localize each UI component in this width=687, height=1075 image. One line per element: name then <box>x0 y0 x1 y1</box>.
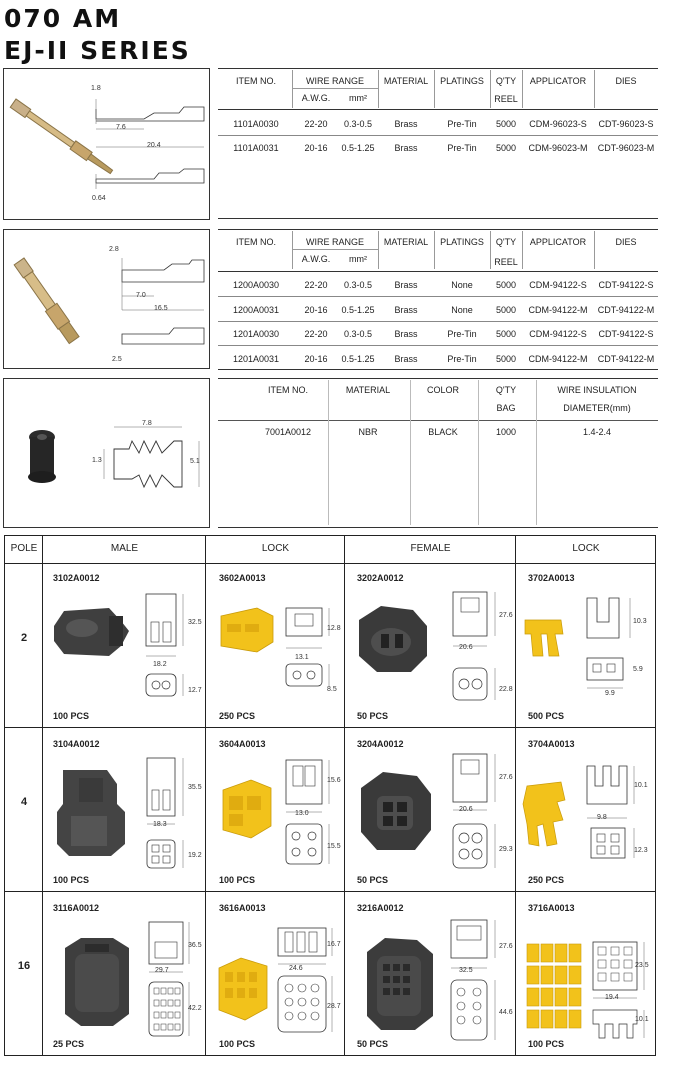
cell-applicator: CDM-96023-S <box>529 119 587 129</box>
cell-item: 1201A0031 <box>232 354 280 364</box>
cell-material: Brass <box>394 305 418 315</box>
dim-label: 12.8 <box>327 625 341 632</box>
header-qty: Q'TY <box>495 237 517 247</box>
dim-label: 22.8 <box>499 686 513 693</box>
female-terminal-dim-3: 16.5 <box>154 305 168 312</box>
cell-plating: None <box>451 280 473 290</box>
lock2-16-image <box>523 940 585 1032</box>
series-title-line1: 070 AM <box>4 4 122 33</box>
dim-label: 24.6 <box>289 965 303 972</box>
pole-count: 2 <box>20 632 28 644</box>
grid-header-pole: POLE <box>10 543 38 554</box>
dim-label: 29.7 <box>155 967 169 974</box>
cell-plating: Pre-Tin <box>447 119 477 129</box>
package-qty: 50 PCS <box>357 711 389 721</box>
grid-header-female: FEMALE <box>410 543 451 554</box>
dim-label: 44.6 <box>499 1009 513 1016</box>
package-qty: 250 PCS <box>219 711 256 721</box>
seal-header-qty: Q'TY <box>495 385 517 395</box>
package-qty: 100 PCS <box>53 711 90 721</box>
cell-item: 1101A0031 <box>233 143 279 153</box>
cell-mm2: 0.5-1.25 <box>341 305 375 315</box>
dim-label: 18.3 <box>153 821 167 828</box>
cell-plating: None <box>451 305 473 315</box>
package-qty: 250 PCS <box>528 875 565 885</box>
seal-table <box>218 378 658 528</box>
part-code: 3604A0013 <box>219 739 266 749</box>
header-reel: REEL <box>494 94 518 104</box>
cell-plating: Pre-Tin <box>447 329 477 339</box>
header-awg: A.W.G. <box>301 93 331 103</box>
dim-label: 20.6 <box>459 806 473 813</box>
male-connector-2-image <box>49 596 134 666</box>
package-qty: 100 PCS <box>528 1039 565 1049</box>
cell-item: 7001A0012 <box>264 427 312 437</box>
dim-label: 27.6 <box>499 774 513 781</box>
seal-header-diameter: DIAMETER(mm) <box>563 403 631 413</box>
dim-label: 23.5 <box>635 962 649 969</box>
lock-2-drawing <box>283 604 343 714</box>
dim-label: 10.1 <box>634 782 648 789</box>
part-code: 3704A0013 <box>528 739 575 749</box>
cell-awg: 22-20 <box>304 280 328 290</box>
dim-label: 19.4 <box>605 994 619 1001</box>
female-connector-4-drawing <box>449 750 511 876</box>
seal-dim-3: 5.1 <box>190 458 200 465</box>
cell-applicator: CDM-94122-M <box>528 354 588 364</box>
part-code: 3104A0012 <box>53 739 100 749</box>
header-platings: PLATINGS <box>440 237 484 247</box>
male-terminal-dim-2: 7.6 <box>116 124 126 131</box>
cell-item: 1101A0030 <box>233 119 279 129</box>
seal-header-insulation: WIRE INSULATION <box>557 385 637 395</box>
cell-material: Brass <box>394 119 418 129</box>
male-terminal-drawing <box>4 69 209 219</box>
cell-material: Brass <box>394 354 418 364</box>
dim-label: 15.6 <box>327 777 341 784</box>
cell-qty: 5000 <box>495 143 517 153</box>
part-code: 3102A0012 <box>53 573 100 583</box>
cell-material: NBR <box>358 427 378 437</box>
header-applicator: APPLICATOR <box>529 76 587 86</box>
package-qty: 100 PCS <box>219 875 256 885</box>
header-wire-range: WIRE RANGE <box>305 237 364 247</box>
seal-header-color: COLOR <box>426 385 459 395</box>
female-terminal-drawing-box <box>3 229 210 369</box>
cell-dies: CDT-96023-S <box>598 119 654 129</box>
dim-label: 35.5 <box>188 784 202 791</box>
cell-applicator: CDM-94122-M <box>528 305 588 315</box>
cell-dies: CDT-94122-S <box>598 329 654 339</box>
cell-item: 1201A0030 <box>232 329 280 339</box>
cell-plating: Pre-Tin <box>447 143 477 153</box>
dim-label: 10.1 <box>635 1016 649 1023</box>
cell-material: Brass <box>394 143 418 153</box>
cell-awg: 20-16 <box>304 305 328 315</box>
header-mm2: mm² <box>349 254 367 264</box>
lock-4-drawing <box>283 756 343 876</box>
header-applicator: APPLICATOR <box>529 237 587 247</box>
male-connector-16-drawing <box>143 918 201 1048</box>
cell-applicator: CDM-94122-S <box>529 329 587 339</box>
cell-dies: CDT-94122-S <box>598 280 654 290</box>
cell-mm2: 0.3-0.5 <box>343 119 373 129</box>
cell-awg: 20-16 <box>304 354 328 364</box>
cell-applicator: CDM-94122-S <box>529 280 587 290</box>
cell-diameter: 1.4-2.4 <box>582 427 612 437</box>
dim-label: 27.6 <box>499 943 513 950</box>
series-title-line2: EJ-II SERIES <box>4 36 191 65</box>
package-qty: 50 PCS <box>357 875 389 885</box>
dim-label: 20.6 <box>459 644 473 651</box>
dim-label: 32.5 <box>188 619 202 626</box>
header-reel: REEL <box>494 257 518 267</box>
cell-qty: 5000 <box>495 305 517 315</box>
header-dies: DIES <box>615 76 637 86</box>
female-terminal-dim-2: 7.0 <box>136 292 146 299</box>
header-item-no: ITEM NO. <box>236 76 276 86</box>
dim-label: 9.9 <box>605 690 615 697</box>
seal-dim-2: 1.3 <box>92 457 102 464</box>
cell-color: BLACK <box>428 427 458 437</box>
seal-drawing-box <box>3 378 210 528</box>
seal-header-bag: BAG <box>496 403 516 413</box>
cell-plating: Pre-Tin <box>447 354 477 364</box>
header-wire-range: WIRE RANGE <box>305 76 364 86</box>
lock2-4-image <box>521 780 571 850</box>
cell-dies: CDT-96023-M <box>597 143 655 153</box>
dim-label: 32.5 <box>459 967 473 974</box>
header-qty: Q'TY <box>495 76 517 86</box>
male-terminal-table <box>218 68 658 220</box>
part-code: 3616A0013 <box>219 903 266 913</box>
seal-drawing <box>4 379 209 527</box>
cell-awg: 22-20 <box>304 329 328 339</box>
cell-item: 1200A0030 <box>232 280 280 290</box>
male-terminal-dim-3: 20.4 <box>147 142 161 149</box>
cell-mm2: 0.5-1.25 <box>341 143 375 153</box>
cell-qty: 5000 <box>495 280 517 290</box>
female-terminal-table <box>218 229 658 371</box>
package-qty: 100 PCS <box>53 875 90 885</box>
male-connector-4-image <box>51 764 131 860</box>
cell-awg: 22-20 <box>304 119 328 129</box>
header-dies: DIES <box>615 237 637 247</box>
cell-applicator: CDM-96023-M <box>528 143 588 153</box>
cell-dies: CDT-94122-M <box>597 354 655 364</box>
male-terminal-dim-1: 1.8 <box>91 85 101 92</box>
male-connector-16-image <box>57 934 137 1030</box>
dim-label: 10.3 <box>633 618 647 625</box>
header-material: MATERIAL <box>383 76 429 86</box>
dim-label: 29.3 <box>499 846 513 853</box>
cell-qty: 1000 <box>495 427 517 437</box>
female-connector-4-image <box>353 766 437 856</box>
dim-label: 16.7 <box>327 941 341 948</box>
female-terminal-dim-4: 2.5 <box>112 356 122 363</box>
cell-qty: 5000 <box>495 119 517 129</box>
male-terminal-drawing-box <box>3 68 210 220</box>
lock2-16-drawing <box>589 938 653 1050</box>
cell-mm2: 0.3-0.5 <box>343 280 373 290</box>
cell-qty: 5000 <box>495 329 517 339</box>
dim-label: 13.0 <box>295 810 309 817</box>
dim-label: 27.6 <box>499 612 513 619</box>
grid-header-lock-2: LOCK <box>572 543 600 554</box>
header-mm2: mm² <box>349 93 367 103</box>
grid-header-male: MALE <box>110 543 139 554</box>
dim-label: 42.2 <box>188 1005 202 1012</box>
dim-label: 15.5 <box>327 843 341 850</box>
grid-header-lock: LOCK <box>261 543 290 554</box>
cell-awg: 20-16 <box>304 143 328 153</box>
pole-count: 16 <box>17 960 31 972</box>
dim-label: 9.8 <box>597 814 607 821</box>
dim-label: 12.7 <box>188 687 202 694</box>
lock-4-image <box>217 776 279 844</box>
female-connector-16-drawing <box>445 914 513 1050</box>
seal-header-material: MATERIAL <box>345 385 391 395</box>
male-terminal-dim-4: 0.64 <box>92 195 106 202</box>
female-connector-16-image <box>357 934 439 1034</box>
seal-header-item-no: ITEM NO. <box>268 385 308 395</box>
header-platings: PLATINGS <box>440 76 484 86</box>
dim-label: 36.5 <box>188 942 202 949</box>
dim-label: 18.2 <box>153 661 167 668</box>
cell-mm2: 0.3-0.5 <box>343 329 373 339</box>
pole-count: 4 <box>20 796 28 808</box>
lock2-2-image <box>521 616 569 660</box>
cell-qty: 5000 <box>495 354 517 364</box>
part-code: 3716A0013 <box>528 903 575 913</box>
dim-label: 28.7 <box>327 1003 341 1010</box>
dim-label: 19.2 <box>188 852 202 859</box>
cell-material: Brass <box>394 329 418 339</box>
female-terminal-dim-1: 2.8 <box>109 246 119 253</box>
dim-label: 12.3 <box>634 847 648 854</box>
header-awg: A.W.G. <box>301 254 331 264</box>
header-material: MATERIAL <box>383 237 429 247</box>
part-code: 3116A0012 <box>53 903 100 913</box>
lock-16-image <box>215 954 271 1024</box>
part-code: 3702A0013 <box>528 573 575 583</box>
dim-label: 8.5 <box>327 686 337 693</box>
cell-mm2: 0.5-1.25 <box>341 354 375 364</box>
lock-2-image <box>217 602 279 662</box>
part-code: 3202A0012 <box>357 573 404 583</box>
package-qty: 50 PCS <box>357 1039 389 1049</box>
cell-item: 1200A0031 <box>232 305 280 315</box>
connector-grid <box>4 535 656 1056</box>
cell-material: Brass <box>394 280 418 290</box>
dim-label: 5.9 <box>633 666 643 673</box>
seal-dim-1: 7.8 <box>142 420 152 427</box>
lock2-2-drawing <box>583 592 643 702</box>
part-code: 3216A0012 <box>357 903 404 913</box>
package-qty: 500 PCS <box>528 711 565 721</box>
female-connector-2-image <box>351 600 433 680</box>
header-item-no: ITEM NO. <box>236 237 276 247</box>
package-qty: 100 PCS <box>219 1039 256 1049</box>
cell-dies: CDT-94122-M <box>597 305 655 315</box>
part-code: 3602A0013 <box>219 573 266 583</box>
part-code: 3204A0012 <box>357 739 404 749</box>
female-terminal-drawing <box>4 230 209 368</box>
dim-label: 13.1 <box>295 654 309 661</box>
package-qty: 25 PCS <box>53 1039 85 1049</box>
